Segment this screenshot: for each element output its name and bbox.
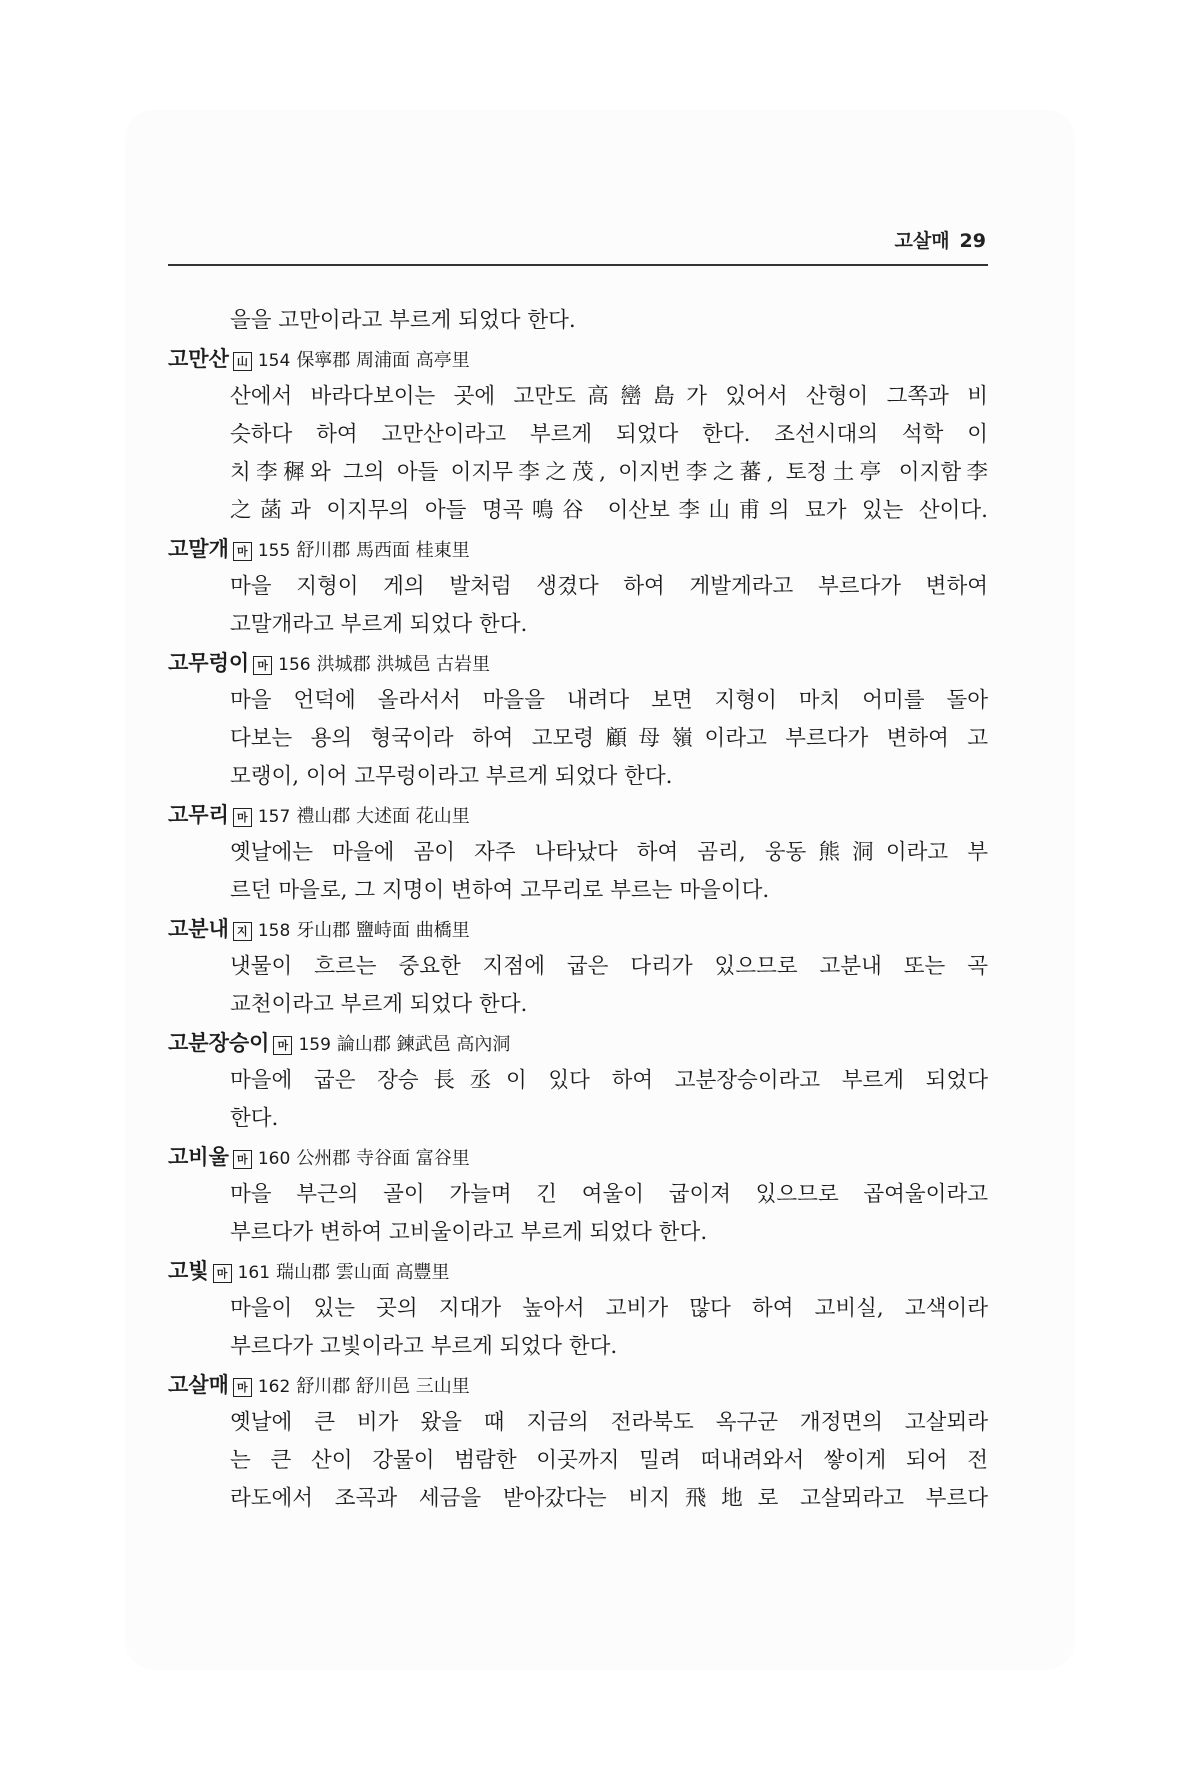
headword: 고만산 bbox=[168, 347, 229, 371]
body-text-line: 냇물이 흐르는 중요한 지점에 굽은 다리가 있으므로 고분내 또는 곡 bbox=[230, 954, 988, 979]
body-text-line: 之菡과 이지무의 아들 명곡鳴谷 이산보李山甫의 묘가 있는 산이다. bbox=[230, 498, 988, 523]
body-text-line: 라도에서 조곡과 세금을 받아갔다는 비지飛地로 고살뫼라고 부르다 bbox=[230, 1486, 988, 1511]
page-number: 29 bbox=[959, 230, 986, 252]
entry-heading bbox=[168, 910, 988, 948]
body-text-line: 한다. bbox=[230, 1106, 279, 1131]
headword: 고무렁이 bbox=[168, 651, 250, 675]
entry-address: 舒川郡 舒川邑 三山里 bbox=[296, 1376, 470, 1397]
body-text-line: 마을 부근의 골이 가늘며 긴 여울이 굽이져 있으므로 곱여울이라고 bbox=[230, 1182, 988, 1207]
entry-heading bbox=[168, 644, 988, 682]
entry-address: 洪城郡 洪城邑 古岩里 bbox=[316, 654, 491, 675]
body-text-line: 치李穉와 그의 아들 이지무李之茂, 이지번李之蕃, 토정土亭 이지함李 bbox=[230, 460, 988, 485]
entry-index: 158 bbox=[257, 921, 291, 941]
body-text-line: 부르다가 변하여 고비울이라고 부르게 되었다 한다. bbox=[230, 1220, 708, 1245]
page-body bbox=[168, 302, 988, 1518]
headword: 고분내 bbox=[168, 917, 229, 941]
entry-index: 159 bbox=[298, 1035, 331, 1055]
entry-heading bbox=[168, 1366, 988, 1404]
category-badge: 지 bbox=[233, 922, 252, 941]
body-text-line: 을을 고만이라고 부르게 되었다 한다. bbox=[230, 308, 576, 333]
body-text-line: 부르다가 고빛이라고 부르게 되었다 한다. bbox=[230, 1334, 618, 1359]
header-rule bbox=[168, 264, 988, 266]
body-text-line: 마을 지형이 게의 발처럼 생겼다 하여 게발게라고 부르다가 변하여 bbox=[230, 574, 988, 599]
entry-index: 161 bbox=[237, 1263, 271, 1283]
running-header bbox=[168, 226, 986, 253]
body-text-line: 르던 마을로, 그 지명이 변하여 고무리로 부르는 마을이다. bbox=[230, 878, 770, 903]
entry-index: 157 bbox=[257, 807, 291, 827]
category-badge: 마 bbox=[233, 542, 252, 561]
body-text-line: 옛날에 큰 비가 왔을 때 지금의 전라북도 옥구군 개정면의 고살뫼라 bbox=[230, 1410, 988, 1435]
entry-address: 論山郡 鍊武邑 高內洞 bbox=[336, 1034, 511, 1055]
category-badge: 마 bbox=[213, 1264, 232, 1283]
entry-index: 162 bbox=[257, 1377, 291, 1397]
header-title: 고살매 bbox=[894, 230, 950, 252]
entry-index: 160 bbox=[257, 1149, 291, 1169]
entry-address: 保寧郡 周浦面 高亭里 bbox=[296, 350, 470, 371]
entry-address: 瑞山郡 雲山面 高豐里 bbox=[276, 1262, 450, 1283]
entry-heading bbox=[168, 530, 988, 568]
category-badge: 山 bbox=[233, 352, 252, 371]
body-text-line: 마을에 굽은 장승長丞이 있다 하여 고분장승이라고 부르게 되었다 bbox=[230, 1068, 988, 1093]
body-text-line: 교천이라고 부르게 되었다 한다. bbox=[230, 992, 528, 1017]
entry-address: 牙山郡 鹽峙面 曲橋里 bbox=[296, 920, 470, 941]
category-badge: 마 bbox=[273, 1036, 292, 1055]
entry-address: 公州郡 寺谷面 富谷里 bbox=[296, 1148, 470, 1169]
headword: 고무리 bbox=[168, 803, 229, 827]
headword: 고살매 bbox=[168, 1373, 229, 1397]
entry-heading bbox=[168, 796, 988, 834]
entry-address: 禮山郡 大述面 花山里 bbox=[296, 806, 470, 827]
body-text-line: 다보는 용의 형국이라 하여 고모령顧母嶺이라고 부르다가 변하여 고 bbox=[230, 726, 988, 751]
body-text-line: 모랭이, 이어 고무렁이라고 부르게 되었다 한다. bbox=[230, 764, 673, 789]
body-text-line: 고말개라고 부르게 되었다 한다. bbox=[230, 612, 528, 637]
entry-heading bbox=[168, 1138, 988, 1176]
entry-address: 舒川郡 馬西面 桂東里 bbox=[296, 540, 470, 561]
entry-heading bbox=[168, 1024, 988, 1062]
category-badge: 마 bbox=[233, 1150, 252, 1169]
category-badge: 마 bbox=[233, 808, 252, 827]
headword: 고빛 bbox=[168, 1259, 209, 1283]
body-text-line: 마을 언덕에 올라서서 마을을 내려다 보면 지형이 마치 어미를 돌아 bbox=[230, 688, 988, 713]
headword: 고말개 bbox=[168, 537, 229, 561]
category-badge: 마 bbox=[253, 656, 272, 675]
entry-index: 154 bbox=[257, 351, 291, 371]
entry-index: 155 bbox=[257, 541, 291, 561]
body-text-line: 는 큰 산이 강물이 범람한 이곳까지 밀려 떠내려와서 쌓이게 되어 전 bbox=[230, 1448, 988, 1473]
body-text-line: 옛날에는 마을에 곰이 자주 나타났다 하여 곰리, 웅동熊洞이라고 부 bbox=[230, 840, 988, 865]
body-text-line: 슷하다 하여 고만산이라고 부르게 되었다 한다. 조선시대의 석학 이 bbox=[230, 422, 988, 447]
entry-index: 156 bbox=[278, 655, 311, 675]
entry-heading bbox=[168, 1252, 988, 1290]
body-text-line: 산에서 바라다보이는 곳에 고만도高巒島가 있어서 산형이 그쪽과 비 bbox=[230, 384, 988, 409]
body-text-line: 마을이 있는 곳의 지대가 높아서 고비가 많다 하여 고비실, 고색이라 bbox=[230, 1296, 988, 1321]
headword: 고비울 bbox=[168, 1145, 229, 1169]
entry-heading bbox=[168, 340, 988, 378]
category-badge: 마 bbox=[233, 1378, 252, 1397]
headword: 고분장승이 bbox=[168, 1031, 270, 1055]
